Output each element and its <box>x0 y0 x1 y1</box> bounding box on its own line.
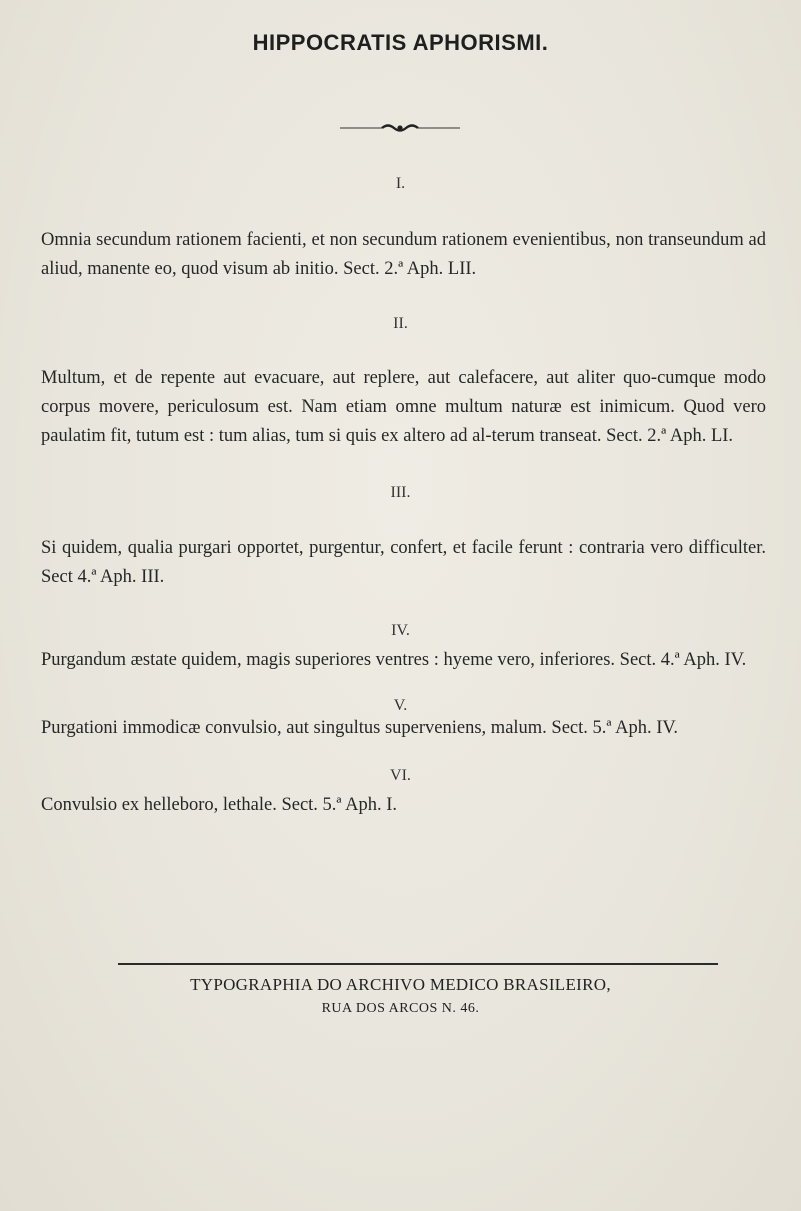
footer-rule <box>118 963 718 965</box>
aphorism-text-1: Omnia secundum rationem facienti, et non secundum rationem evenientibus, non transeundum ad aliud, manente eo, quod visum ab initio. Sect. 2.ª Aph. LII. <box>41 230 766 279</box>
aphorism-text-4: Purgandum æstate quidem, magis superiores ventres : hyeme vero, inferiores. Sect. 4.ª Aph. IV. <box>41 650 747 670</box>
page-title: HIPPOCRATIS APHORISMI. <box>252 30 549 55</box>
ornament-divider <box>340 121 460 135</box>
printer-imprint: TYPOGRAPHIA DO ARCHIVO MEDICO BRASILEIRO, <box>190 975 611 994</box>
aphorism-numeral-5: V. <box>393 697 408 714</box>
aphorism-numeral-4: IV. <box>391 622 410 639</box>
aphorism-text-5: Purgationi immodicæ convulsio, aut singultus superveniens, malum. Sect. 5.ª Aph. IV. <box>41 718 678 738</box>
aphorism-numeral-3: III. <box>390 484 411 501</box>
aphorism-numeral-1: I. <box>395 175 406 192</box>
aphorism-numeral-6: VI. <box>390 767 411 784</box>
aphorism-text-2: Multum, et de repente aut evacuare, aut replere, aut calefacere, aut aliter quo-cumque modo corpus movere, periculosum est. Nam etiam omne multum naturæ est inimicum. Quod vero paulatim fit, tutum est : tum alias, tum si quis ex altero ad al-terum transeat. Sect. 2.ª Aph. LI. <box>41 368 766 446</box>
aphorism-numeral-2: II. <box>393 315 408 332</box>
printer-address: RUA DOS ARCOS N. 46. <box>321 1001 480 1016</box>
aphorism-text-6: Convulsio ex helleboro, lethale. Sect. 5.ª Aph. I. <box>41 795 398 815</box>
aphorism-text-3: Si quidem, qualia purgari opportet, purgentur, confert, et facile ferunt : contraria vero difficulter. Sect 4.ª Aph. III. <box>41 538 766 587</box>
